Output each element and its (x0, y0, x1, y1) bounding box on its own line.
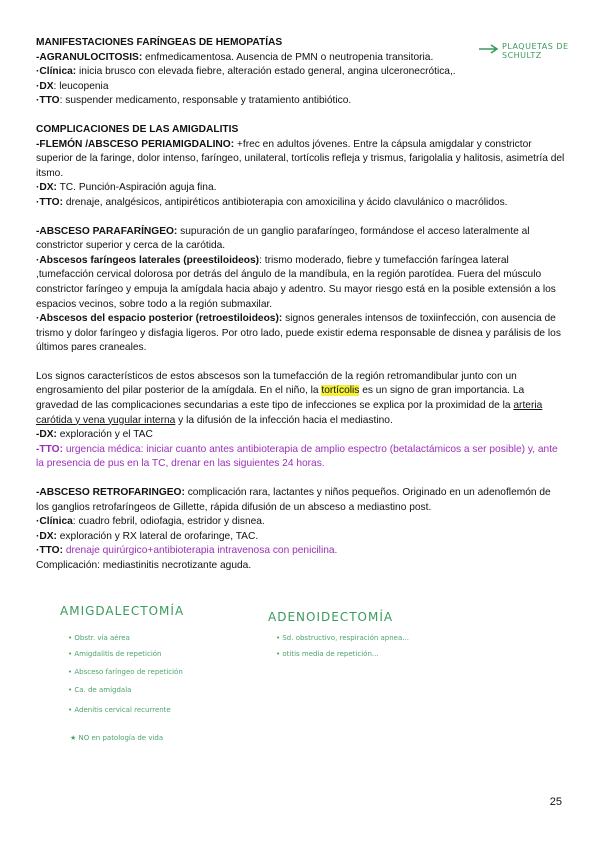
handwritten-item: ★ NO en patología de vida (70, 734, 164, 742)
spacer (36, 472, 566, 486)
handwritten-item: • otitis media de repetición... (276, 650, 379, 658)
flemon-tto: ·TTO: drenaje, analgésicos, antipiréticos antibioterapia con amoxicilina y ácido clavulánico o macrólidos. (36, 196, 508, 208)
signos-tto: -TTO: urgencia médica: iniciar cuanto antes antibioterapia de amplio espectro (betalactámicos a ser posible) y, ante la presencia de pus en la TC, drenar en las siguientes 24 horas. (36, 443, 558, 470)
handwritten-note-top: PLAQUETAS DE SCHULTZ (502, 42, 569, 60)
arrow-icon (478, 44, 502, 54)
spacer (36, 211, 566, 225)
preestiloideos-paragraph: ·Abscesos faríngeos laterales (preestiloideos): trismo moderado, fiebre y tumefacción faríngea lateral ,tumefacción cervical dolorosa por detrás del ángulo de la mandíbula, en la región parotídea. Fuera del músculo constrictor faríngeo y empuja la amígdala hacia abajo y adentro. Su mayor riesgo está en la posible extensión a los espacios vecinos, sobre todo a la región submaxilar. (36, 254, 556, 310)
flemon-dx: ·DX: TC. Punción-Aspiración aguja fina. (36, 182, 217, 194)
dx-line: ·DX: leucopenia (36, 80, 109, 92)
clinica-line: ·Clínica: inicia brusco con elevada fiebre, alteración estado general, angina ulceronecrótica,. (36, 66, 456, 78)
handwritten-item: • Sd. obstructivo, respiración apnea... (276, 634, 409, 642)
handwritten-item: • Amigdalitis de repetición (68, 650, 162, 658)
highlighted-term: tortícolis (321, 385, 360, 397)
retrofaringeo-tto: ·TTO: drenaje quirúrgico+antibioterapia intravenosa con penicilina. (36, 545, 338, 557)
retroestiloideos-paragraph: ·Abscesos del espacio posterior (retroestiloideos): signos generales intensos de toxiinfección, con ausencia de trismo y dolor faríngeo y disfagia ligeros. Por otro lado, puede existir edema responsable de disnea y parálisis de los últimos pares craneales. (36, 313, 561, 354)
handwritten-item: • Ca. de amígdala (68, 686, 132, 694)
document-body (36, 36, 566, 574)
handwritten-title-adenoidectomia: ADENOIDECTOMÍA (268, 610, 394, 624)
handwritten-item: • Obstr. vía aérea (68, 634, 130, 642)
parafaringeo-paragraph: -ABSCESO PARAFARÍNGEO: supuración de un ganglio parafaríngeo, formándose el acceso lateralmente al constrictor superior y cerca de la carótida. (36, 225, 530, 252)
page-number: 25 (549, 796, 562, 808)
signos-paragraph: Los signos característicos de estos abscesos son la tumefacción de la región retromandibular junto con un engrosamiento del pilar posterior de la amígdala. En el niño, la tortícolis es un signo de gran importancia. La gravedad de las complicaciones secundarias a este tipo de infecciones se explica por la proximidad de la arteria carótida y vena yugular interna y la difusión de la infección hacia el mediastino. (36, 370, 543, 426)
flemon-paragraph: -FLEMÓN /ABSCESO PERIAMIGDALINO: +frec en adultos jóvenes. Entre la cápsula amigdalar y constrictor superior de la faringe, dolor intenso, faríngeo, unilateral, tortícolis refleja y trismus, farigolalia y halitosis, asimetría del itsmo. (36, 138, 565, 179)
retrofaringeo-complicacion: Complicación: mediastinitis necrotizante aguda. (36, 560, 252, 571)
section-title-hemopatias: MANIFESTACIONES FARÍNGEAS DE HEMOPATÍAS (36, 37, 283, 48)
tto-line: ·TTO: suspender medicamento, responsable y tratamiento antibiótico. (36, 95, 352, 107)
retrofaringeo-clinica: ·Clínica: cuadro febril, odiofagia, estridor y disnea. (36, 516, 265, 528)
agranulocitosis-line: -AGRANULOCITOSIS: enfmedicamentosa. Ausencia de PMN o neutropenia transitoria. (36, 51, 434, 63)
handwritten-item: • Adenitis cervical recurrente (68, 706, 171, 714)
spacer (36, 356, 566, 370)
spacer (36, 109, 566, 123)
handwritten-item: • Absceso faríngeo de repetición (68, 668, 183, 676)
handwritten-title-amigdalectomia: AMIGDALECTOMÍA (60, 604, 185, 618)
underlined-term: arteria carótida y vena yugular interna (36, 400, 543, 426)
retrofaringeo-dx: ·DX: exploración y RX lateral de orofaringe, TAC. (36, 530, 259, 542)
retrofaringeo-paragraph: -ABSCESO RETROFARINGEO: complicación rara, lactantes y niños pequeños. Originado en un adenoflemón de los ganglios retrofaríngeos de Gillette, rápida difusión de un absceso a mediastino post. (36, 487, 551, 513)
signos-dx: -DX: exploración y el TAC (36, 429, 153, 441)
section-title-amigdalitis: COMPLICACIONES DE LAS AMIGDALITIS (36, 123, 239, 135)
